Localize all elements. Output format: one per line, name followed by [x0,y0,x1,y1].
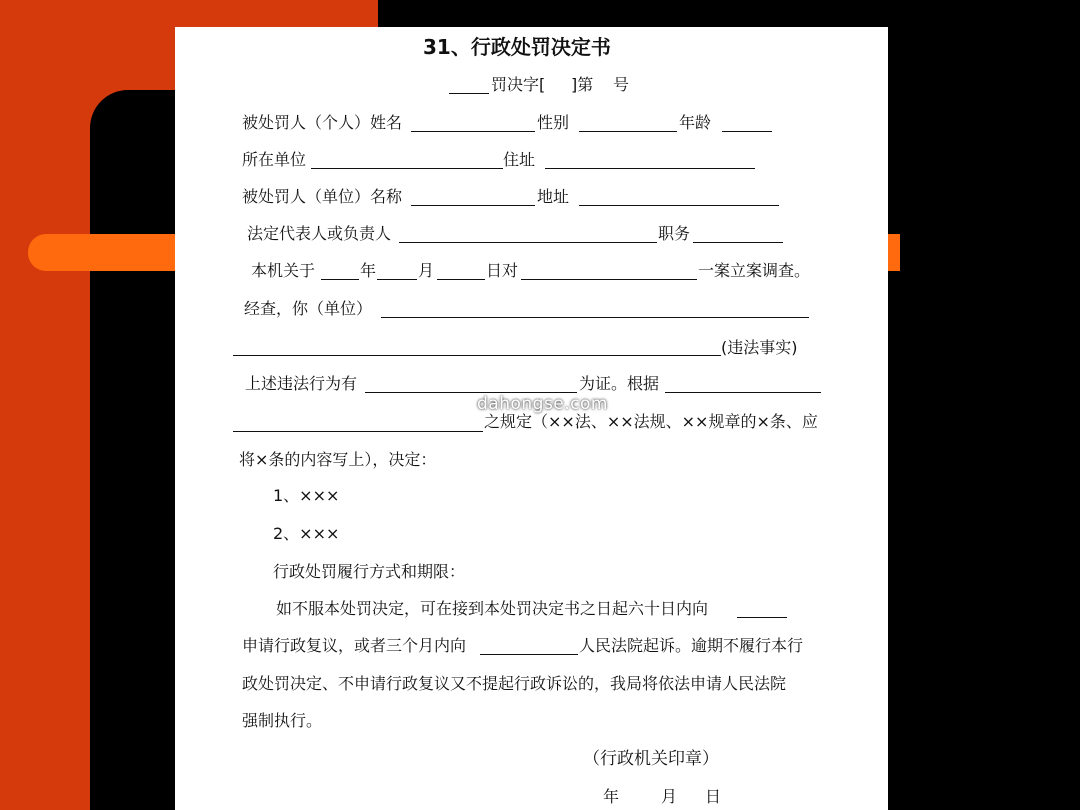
text-month: 月 [418,261,435,280]
background-orange-bar [28,234,188,271]
text-decision: 将×条的内容写上），决定： [239,450,437,469]
blank-line [399,242,657,243]
list-item: 2、××× [273,524,340,543]
text-agency-seal: （行政机关印章） [583,749,719,769]
blank-line [437,279,485,280]
list-item: 1、××× [273,486,340,505]
label-entity-name: 被处罚人（单位）名称 [242,187,403,206]
blank-line [365,392,577,393]
blank-line [579,131,677,132]
doc-number-suffix: 罚决字[ [491,75,546,94]
doc-number-num: 号 [613,75,630,94]
blank-line [233,355,721,356]
blank-line [377,279,417,280]
label-legal-rep: 法定代表人或负责人 [247,224,392,243]
label-address: 住址 [503,150,536,169]
text-compulsory-execution: 强制执行。 [242,711,323,730]
text-review-application: 申请行政复议，或者三个月内向 [242,636,467,655]
text-evidence: 上述违法行为有 [245,374,358,393]
doc-number-bracket: ]第 [571,75,594,94]
blank-line [480,654,578,655]
text-illegal-facts: (违法事实) [721,338,798,357]
blank-line [737,617,787,618]
label-age: 年龄 [679,113,712,132]
label-entity-address: 地址 [537,187,570,206]
blank-line [411,205,535,206]
text-upon-investigation: 经查，你（单位） [244,299,373,318]
blank-line [665,392,821,393]
blank-line [579,205,779,206]
document-page [175,27,888,810]
text-appeal-notice: 如不服本处罚决定，可在接到本处罚决定书之日起六十日内向 [276,599,709,618]
blank-line [321,279,359,280]
blank-line [693,242,783,243]
blank-line [381,317,809,318]
blank-line [449,93,489,94]
text-year: 年 [360,261,377,280]
text-enforcement: 政处罚决定、不申请行政复议又不提起行政诉讼的，我局将依法申请人民法院 [242,674,787,693]
label-position: 职务 [658,224,691,243]
watermark: dahongse.com [477,394,608,414]
text-according-to: 为证。根据 [579,374,660,393]
text-day-to: 日对 [486,261,519,280]
text-court: 人民法院起诉。逾期不履行本行 [579,636,804,655]
label-person-name: 被处罚人（个人）姓名 [242,113,403,132]
blank-line [545,168,755,169]
document-title: 31、行政处罚决定书 [423,35,611,59]
text-date-month: 月 [661,787,678,806]
blank-line [411,131,535,132]
text-provisions: 之规定（××法、××法规、××规章的×条、应 [484,412,818,431]
label-gender: 性别 [537,113,570,132]
text-date-year: 年 [603,787,620,806]
text-date-day: 日 [705,787,722,806]
text-execution-method: 行政处罚履行方式和期限： [273,562,466,581]
blank-line [722,131,772,132]
blank-line [521,279,697,280]
blank-line [233,431,483,432]
text-agency-on: 本机关于 [251,261,316,280]
text-case-filed: 一案立案调查。 [698,261,811,280]
blank-line [311,168,503,169]
label-work-unit: 所在单位 [242,150,307,169]
